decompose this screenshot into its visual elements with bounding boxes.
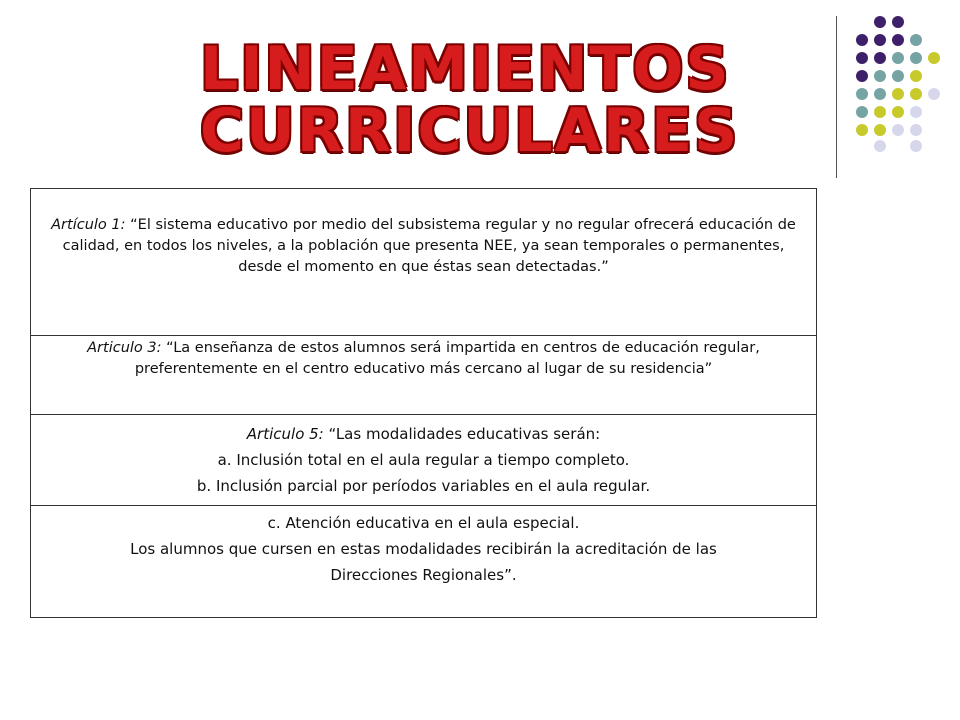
decor-dot: [892, 106, 904, 118]
article-5-closing-line-1: Los alumnos que cursen en estas modalidades recibirán la acreditación de las: [130, 540, 717, 558]
article-5-item-c: c. Atención educativa en el aula especial.: [267, 514, 580, 532]
decor-dot: [856, 124, 868, 136]
decor-dot: [874, 124, 886, 136]
title-line-1: LINEAMIENTOS: [200, 34, 731, 104]
article-3-label: Articulo 3:: [87, 340, 162, 356]
article-5-heading: [41, 421, 806, 447]
decor-dot: [856, 106, 868, 118]
article-3-cell: [31, 336, 816, 415]
decor-dot: [856, 52, 868, 64]
article-5-closing-line-2: Direcciones Regionales”.: [330, 566, 517, 584]
article-5-text: “Las modalidades educativas serán:: [323, 425, 601, 443]
decor-dot: [892, 16, 904, 28]
decor-dot: [874, 140, 886, 152]
article-5-continuation-cell: [31, 506, 816, 618]
decor-dot: [892, 34, 904, 46]
decor-dot: [910, 124, 922, 136]
decor-dot: [874, 16, 886, 28]
article-5-label: Articulo 5:: [246, 425, 324, 443]
decor-dot: [892, 88, 904, 100]
article-1-cell: [31, 189, 816, 336]
decor-dot: [892, 124, 904, 136]
article-5-item-a: a. Inclusión total en el aula regular a tiempo completo.: [217, 451, 630, 469]
article-1-text: “El sistema educativo por medio del subsistema regular y no regular ofrecerá educación de calidad, en todos los niveles, a la población que presenta NEE, ya sean temporales o permanentes, desde el momento en que éstas sean detectadas.”: [62, 217, 796, 275]
decor-dot: [892, 70, 904, 82]
article-5-cell: [31, 415, 816, 506]
decor-dot: [856, 70, 868, 82]
decor-dot: [928, 88, 940, 100]
decor-dot: [892, 52, 904, 64]
page-title: [200, 34, 740, 166]
article-5-item-b: b. Inclusión parcial por períodos variables en el aula regular.: [196, 477, 651, 495]
decor-dot: [856, 88, 868, 100]
decor-dot: [910, 106, 922, 118]
decor-dot: [928, 52, 940, 64]
articles-table: [30, 188, 817, 618]
decorative-dot-grid: [840, 14, 950, 154]
decor-dot: [874, 52, 886, 64]
decor-dot: [910, 88, 922, 100]
article-3-text: “La enseñanza de estos alumnos será impartida en centros de educación regular, preferentemente en el centro educativo más cercano al lugar de su residencia”: [134, 340, 760, 377]
decor-dot: [910, 140, 922, 152]
decor-dot: [910, 70, 922, 82]
decorative-divider-line: [836, 16, 837, 178]
decor-dot: [874, 70, 886, 82]
decor-dot: [910, 34, 922, 46]
decor-dot: [910, 52, 922, 64]
article-1-label: Artículo 1:: [51, 217, 126, 233]
decor-dot: [856, 34, 868, 46]
decor-dot: [874, 88, 886, 100]
decor-dot: [874, 106, 886, 118]
decor-dot: [874, 34, 886, 46]
title-line-2: CURRICULARES: [200, 96, 740, 166]
